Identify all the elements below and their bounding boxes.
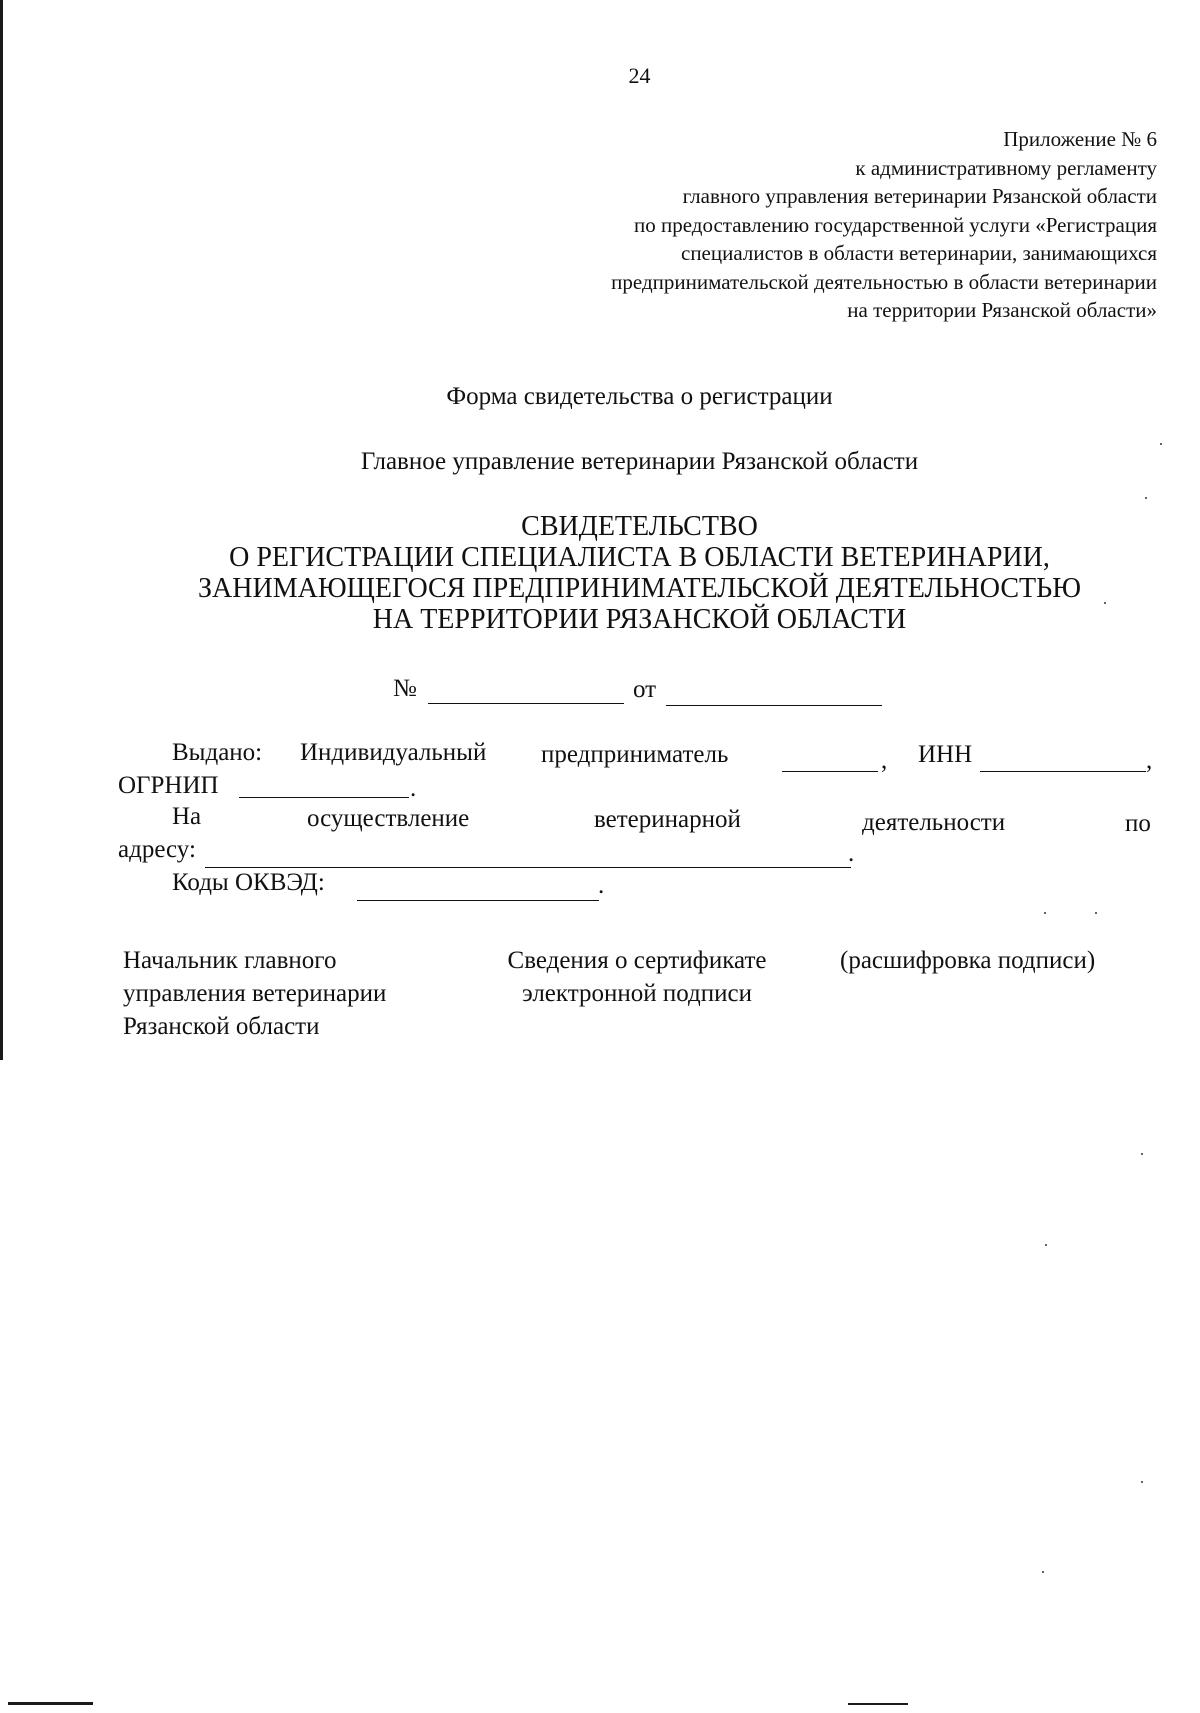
scan-speck [1042, 1571, 1044, 1573]
certificate-heading-line: СВИДЕТЕЛЬСТВО [521, 511, 758, 542]
inn-label: ИНН [918, 741, 973, 768]
issued-word-entrepreneur: предприниматель [541, 741, 729, 768]
appendix-line: Приложение № 6 [1003, 127, 1157, 151]
signature-decoding-text: (расшифровка подписи) [840, 947, 1096, 974]
scan-edge-bottom-left [8, 1702, 93, 1705]
inn-blank [980, 770, 1146, 772]
scan-speck [1141, 1153, 1143, 1155]
appendix-line: главного управления ветеринарии Рязанской области [682, 184, 1157, 208]
activity-word-po: по [1125, 810, 1151, 837]
activity-word-veterinary: ветеринарной [594, 806, 741, 833]
scan-speck [1095, 912, 1097, 914]
issuing-authority: Главное управление ветеринарии Рязанской области [360, 448, 919, 475]
scan-speck [1145, 497, 1147, 499]
form-title: Форма свидетельства о регистрации [446, 383, 833, 410]
scan-edge-bottom-right [848, 1703, 908, 1705]
activity-word-implementation: осуществление [307, 805, 470, 832]
scan-speck [1141, 1481, 1143, 1483]
certificate-heading-line: О РЕГИСТРАЦИИ СПЕЦИАЛИСТА В ОБЛАСТИ ВЕТЕРИНАРИИ, [229, 542, 1050, 573]
signature-position-line: Рязанской области [123, 1013, 320, 1040]
scan-speck [1044, 912, 1046, 914]
appendix-line: по предоставлению государственной услуги «Регистрация [633, 212, 1157, 237]
address-period: . [848, 840, 855, 867]
certificate-heading-line: НА ТЕРРИТОРИИ РЯЗАНСКОЙ ОБЛАСТИ [372, 604, 907, 635]
date-from-label: от [633, 676, 657, 703]
ogrnip-period: . [410, 775, 417, 802]
e-signature-info [489, 944, 785, 1010]
certificate-date-blank [666, 704, 882, 706]
number-sign: № [393, 675, 417, 702]
issued-comma: , [881, 747, 888, 774]
ogrnip-blank [239, 796, 409, 798]
signature-position [123, 944, 386, 1043]
signature-position-line: Начальник главного [123, 947, 337, 974]
certificate-heading [0, 511, 1200, 635]
scan-speck [1045, 1244, 1047, 1246]
page-number: 24 [628, 63, 651, 88]
certificate-heading-line: ЗАНИМАЮЩЕГОСЯ ПРЕДПРИНИМАТЕЛЬСКОЙ ДЕЯТЕЛЬНОСТЬЮ [198, 573, 1081, 604]
scan-speck [1104, 602, 1106, 604]
signature-position-line: управления ветеринарии [123, 980, 387, 1007]
address-label: адресу: [118, 836, 196, 863]
address-blank [205, 866, 851, 868]
ogrnip-label: ОГРНИП [118, 772, 219, 799]
okved-label: Коды ОКВЭД: [172, 869, 325, 896]
inn-comma: , [1146, 747, 1153, 774]
appendix-line: предпринимательской деятельностью в области ветеринарии [611, 269, 1157, 294]
issued-word-individual: Индивидуальный [300, 739, 487, 766]
e-signature-info-line: электронной подписи [522, 980, 752, 1007]
okved-blank [357, 899, 599, 901]
signature-decoding [840, 944, 1095, 977]
scan-speck [1160, 443, 1162, 445]
appendix-header [611, 125, 1157, 325]
okved-period: . [598, 872, 605, 899]
activity-word-na: На [172, 803, 202, 830]
appendix-line: к административному регламенту [855, 155, 1157, 180]
issued-label: Выдано: [172, 739, 263, 766]
e-signature-info-line: Сведения о сертификате [507, 947, 767, 974]
activity-word-activity: деятельности [862, 809, 1006, 836]
certificate-number-blank [428, 702, 624, 704]
appendix-line: на территории Рязанской области» [847, 298, 1157, 322]
appendix-line: специалистов в области ветеринарии, занимающихся [681, 241, 1157, 265]
entrepreneur-name-blank [782, 770, 878, 772]
